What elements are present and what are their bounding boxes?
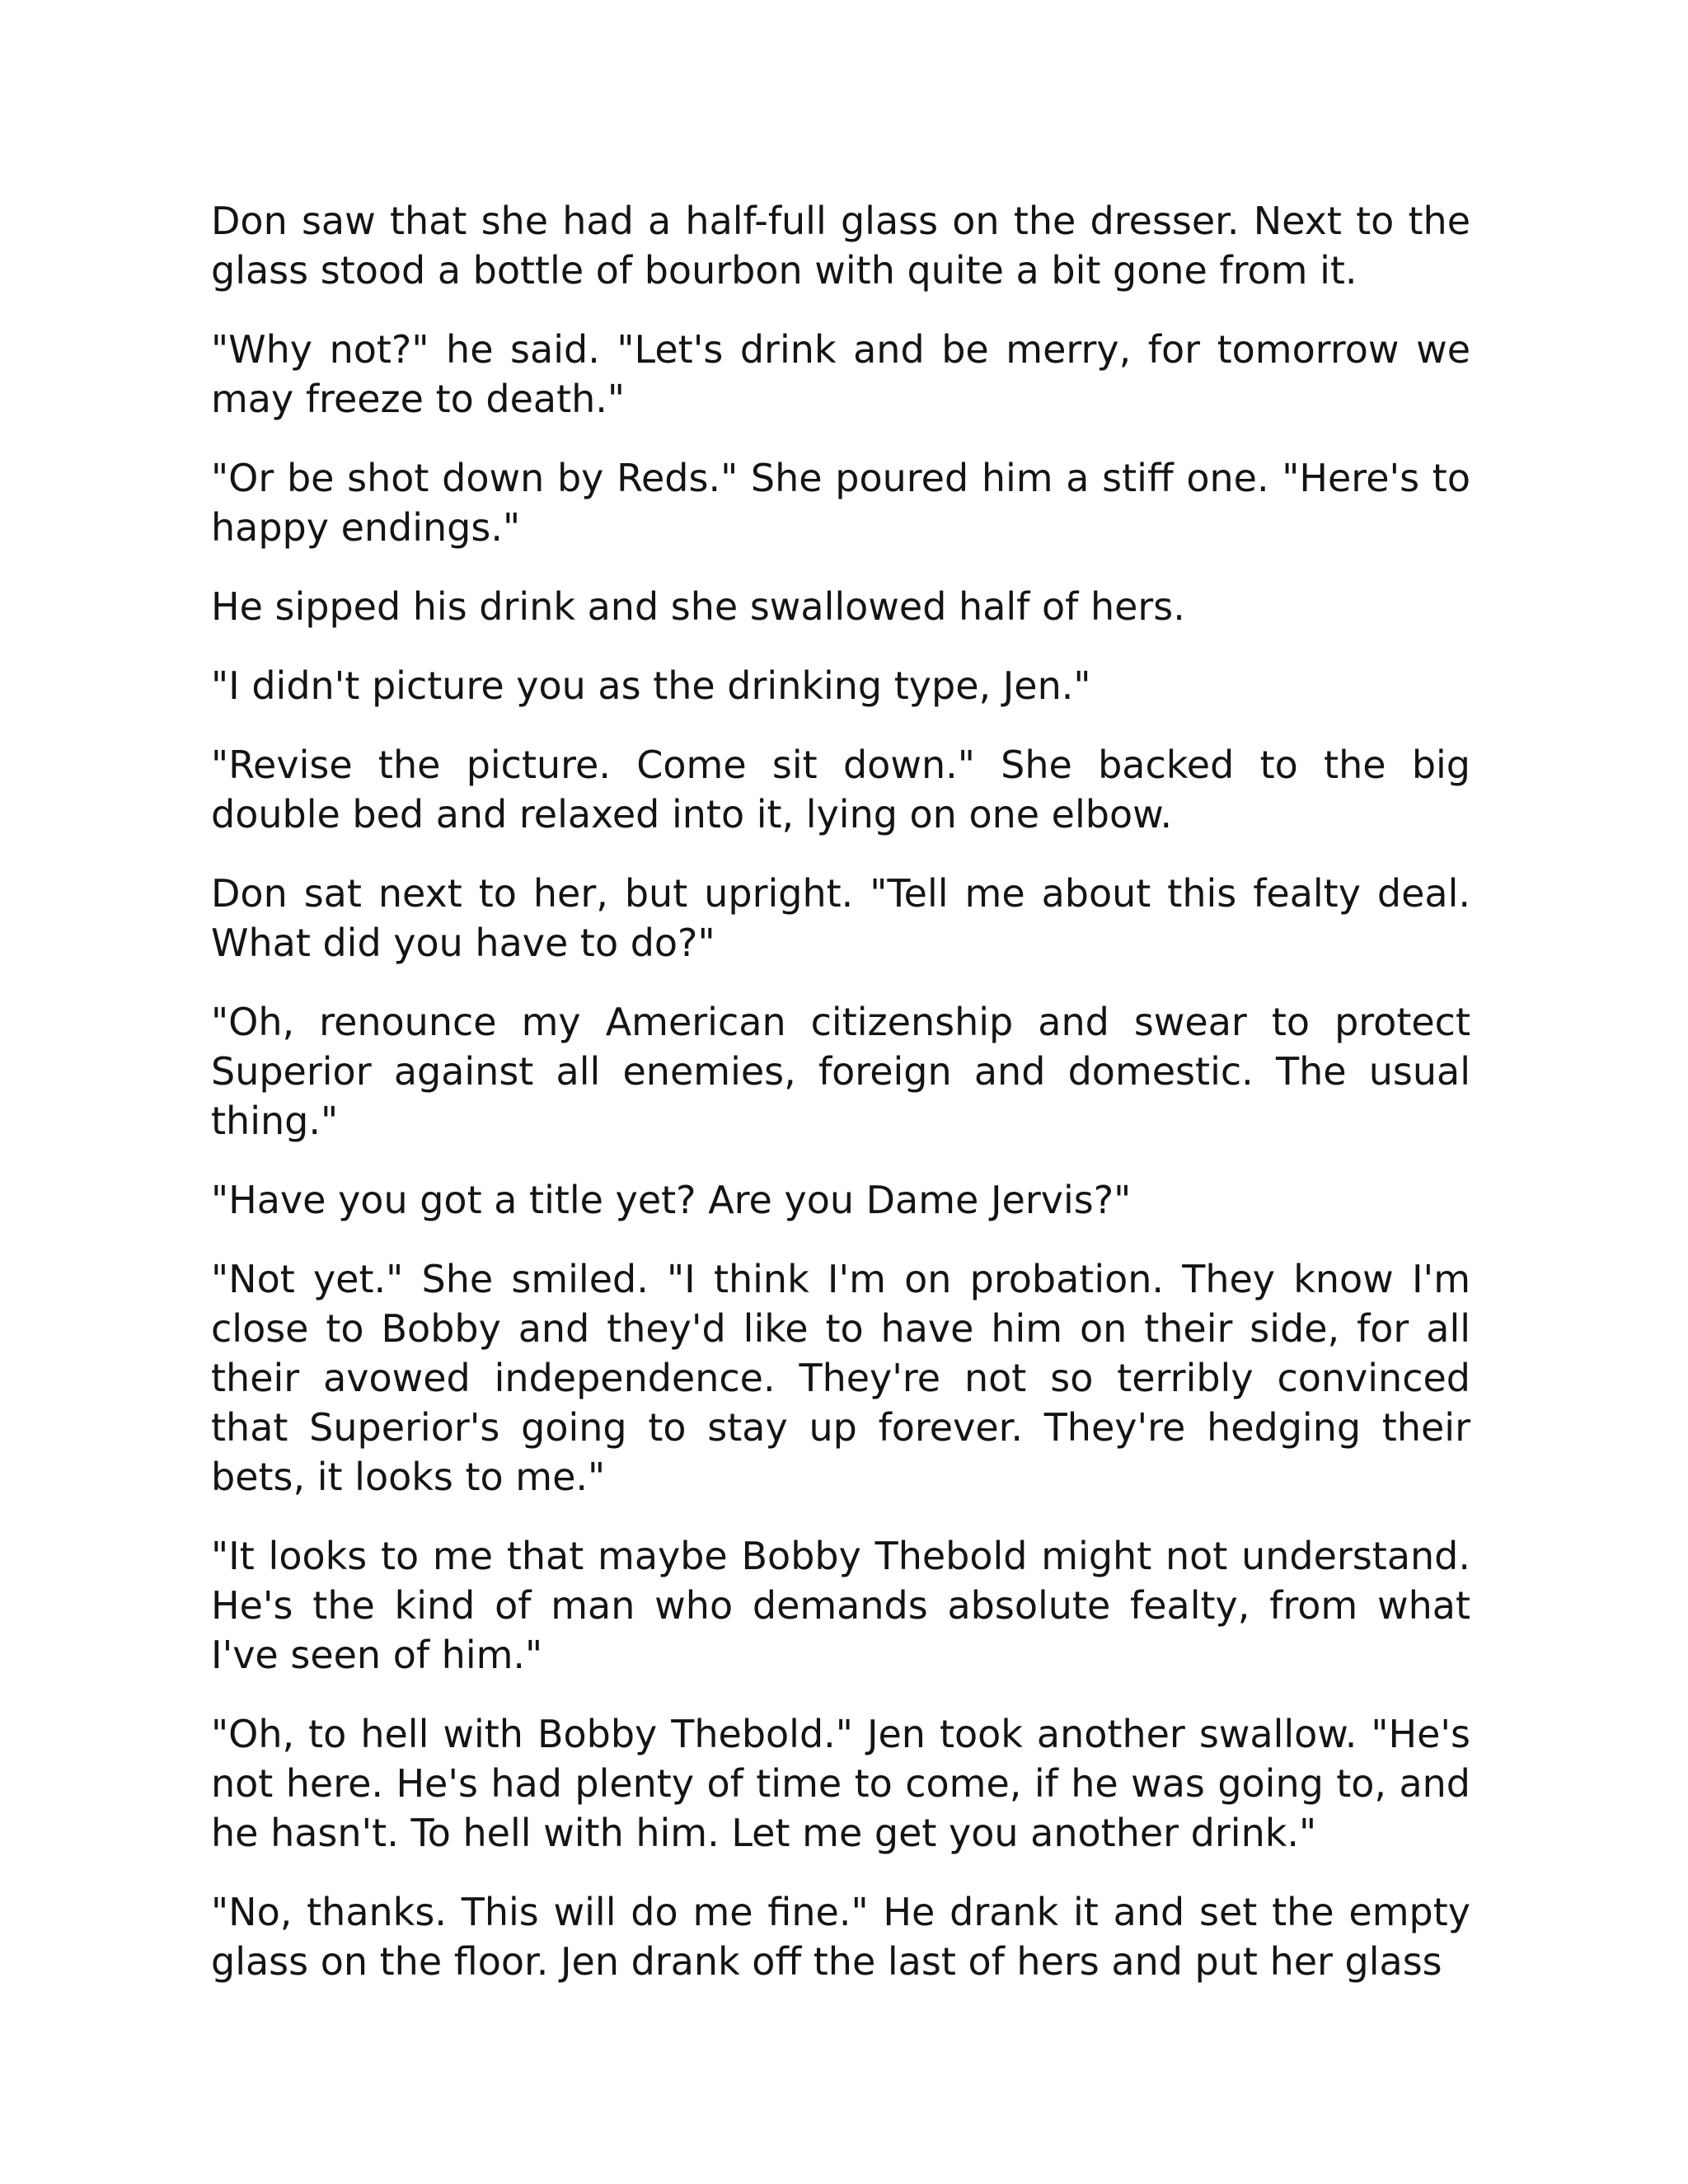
paragraph-1: Don saw that she had a half-full glass on the dresser. Next to the glass stood a bottle of bourbon with quite a bit gone from it. (211, 199, 1470, 293)
paragraph-13: "No, thanks. This will do me fine." He drank it and set the empty glass on the floor. Jen drank off the last of hers and put her glass (211, 1890, 1470, 1984)
paragraph-2: "Why not?" he said. "Let's drink and be merry, for tomorrow we may freeze to death." (211, 327, 1470, 421)
paragraph-8: "Oh, renounce my American citizenship and swear to protect Superior against all enemies, foreign and domestic. The usual thing." (211, 1000, 1470, 1143)
paragraph-4: He sipped his drink and she swallowed half of hers. (211, 584, 1185, 629)
paragraph-11: "It looks to me that maybe Bobby Thebold might not understand. He's the kind of man who demands absolute fealty, from what I've seen of him." (211, 1534, 1470, 1677)
paragraph-6: "Revise the picture. Come sit down." She backed to the big double bed and relaxed into it, lying on one elbow. (211, 743, 1470, 837)
paragraph-10: "Not yet." She smiled. "I think I'm on probation. They know I'm close to Bobby and they'd like to have him on their side, for all their avowed independence. They're not so terribly convinced that Superior's going to stay up forever. They're hedging their bets, it looks to me." (211, 1257, 1470, 1499)
paragraph-12: "Oh, to hell with Bobby Thebold." Jen took another swallow. "He's not here. He's had plenty of time to come, if he was going to, and he hasn't. To hell with him. Let me get you another drink." (211, 1712, 1470, 1855)
document-page (211, 196, 1470, 2092)
paragraph-5: "I didn't picture you as the drinking type, Jen." (211, 663, 1091, 708)
paragraph-7: Don sat next to her, but upright. "Tell me about this fealty deal. What did you have to do?" (211, 871, 1470, 965)
paragraph-9: "Have you got a title yet? Are you Dame Jervis?" (211, 1178, 1132, 1222)
paragraph-3: "Or be shot down by Reds." She poured him a stiff one. "Here's to happy endings." (211, 456, 1470, 550)
